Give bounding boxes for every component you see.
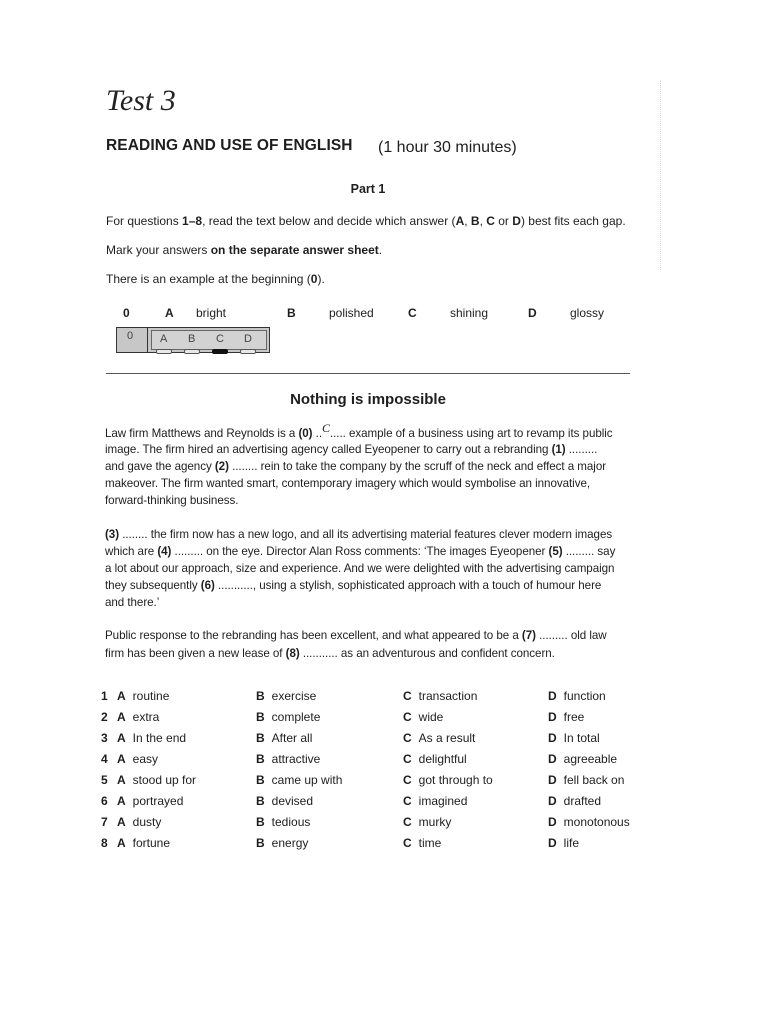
option-text: dusty	[132, 815, 162, 829]
option-text: wide	[418, 710, 444, 724]
option-text: came up with	[271, 773, 343, 787]
option-letter: A	[117, 794, 126, 808]
question-number: 5	[101, 773, 108, 787]
option-c	[403, 731, 475, 745]
option-a	[117, 773, 196, 787]
horizontal-divider	[106, 373, 630, 374]
answer-bubble-c-selected	[212, 349, 228, 354]
instruction-example: There is an example at the beginning (0).	[106, 272, 325, 286]
option-letter: C	[403, 710, 412, 724]
text-line: and gave the agency (2) ........ rein to take the company by the scruff of the neck and effect a major	[105, 460, 607, 473]
option-c	[403, 815, 451, 829]
section-time: (1 hour 30 minutes)	[378, 139, 517, 156]
option-text: easy	[132, 752, 159, 766]
option-letter: B	[256, 794, 265, 808]
option-c	[403, 773, 493, 787]
option-text: complete	[271, 710, 321, 724]
option-text: function	[563, 689, 606, 703]
option-a	[117, 752, 158, 766]
text-line: and there.’	[105, 596, 160, 609]
option-text: transaction	[418, 689, 478, 703]
question-number: 7	[101, 815, 108, 829]
option-letter: C	[403, 731, 412, 745]
option-letter: D	[548, 794, 557, 808]
option-letter: B	[256, 773, 265, 787]
answer-box-options	[151, 330, 267, 350]
option-text: time	[418, 836, 442, 850]
answer-box-divider	[147, 328, 148, 352]
option-letter: B	[256, 731, 265, 745]
option-b	[256, 710, 320, 724]
text-line: firm has been given a new lease of (8) ........... as an adventurous and confident concern.	[105, 647, 555, 660]
answer-box-number: 0	[127, 330, 134, 342]
question-number: 2	[101, 710, 108, 724]
section-title: READING AND USE OF ENGLISH	[106, 137, 353, 154]
option-d	[548, 794, 601, 808]
option-d	[548, 752, 617, 766]
option-letter: B	[256, 836, 265, 850]
question-number: 1	[101, 689, 108, 703]
option-text: monotonous	[563, 815, 630, 829]
question-number: 8	[101, 836, 108, 850]
text-line: they subsequently (6) ..........., using a stylish, sophisticated approach with a touch of humour here	[105, 579, 602, 592]
example-letter-c: C	[408, 306, 417, 320]
option-text: fell back on	[563, 773, 625, 787]
option-b	[256, 773, 342, 787]
option-text: life	[563, 836, 580, 850]
instruction-answer-sheet: Mark your answers on the separate answer sheet.	[106, 243, 383, 257]
option-b	[256, 794, 313, 808]
option-b	[256, 752, 320, 766]
option-letter: C	[403, 836, 412, 850]
option-text: got through to	[418, 773, 493, 787]
handwritten-answer: C	[322, 421, 330, 435]
option-text: free	[563, 710, 585, 724]
example-option-a: bright	[196, 306, 227, 320]
option-a	[117, 731, 186, 745]
option-text: attractive	[271, 752, 321, 766]
option-d	[548, 731, 600, 745]
option-text: stood up for	[132, 773, 197, 787]
option-text: devised	[271, 794, 314, 808]
option-letter: C	[403, 752, 412, 766]
option-letter: A	[117, 773, 126, 787]
option-b	[256, 689, 316, 703]
option-a	[117, 710, 159, 724]
option-d	[548, 689, 606, 703]
example-option-c: shining	[450, 306, 489, 320]
text-line: Public response to the rebranding has been excellent, and what appeared to be a (7) ......... old law	[105, 629, 607, 642]
option-letter: A	[117, 836, 126, 850]
option-letter: C	[403, 815, 412, 829]
option-text: fortune	[132, 836, 171, 850]
option-letter: D	[548, 731, 557, 745]
option-letter: D	[548, 689, 557, 703]
part-title: Part 1	[350, 182, 386, 196]
article-title: Nothing is impossible	[290, 391, 446, 408]
example-number: 0	[123, 306, 130, 320]
option-d	[548, 836, 579, 850]
option-b	[256, 836, 308, 850]
option-letter: B	[256, 752, 265, 766]
option-letter: B	[256, 710, 265, 724]
question-number: 4	[101, 752, 108, 766]
example-answer-box	[116, 327, 270, 353]
question-number: 6	[101, 794, 108, 808]
option-a	[117, 815, 161, 829]
option-letter: C	[403, 773, 412, 787]
option-letter: D	[548, 815, 557, 829]
test-title: Test 3	[106, 84, 176, 117]
instruction-questions: For questions 1–8, read the text below and decide which answer (A, B, C or D) best fits each gap.	[106, 214, 626, 228]
option-letter: A	[117, 752, 126, 766]
option-c	[403, 836, 441, 850]
option-text: After all	[271, 731, 313, 745]
example-letter-d: D	[528, 306, 537, 320]
page-edge-shadow	[660, 80, 662, 270]
option-letter: B	[256, 815, 265, 829]
option-d	[548, 710, 584, 724]
option-c	[403, 689, 477, 703]
answer-bubble-a	[156, 349, 172, 354]
text-line: image. The firm hired an advertising agency called Eyeopener to carry out a rebranding (1) .........	[105, 443, 598, 456]
text-line: a lot about our approach, size and experience. And we were delighted with the advertising campaign	[105, 562, 615, 575]
option-b	[256, 731, 312, 745]
option-text: portrayed	[132, 794, 184, 808]
option-text: drafted	[563, 794, 602, 808]
answer-box-letter-b: B	[188, 333, 196, 345]
option-c	[403, 794, 467, 808]
option-text: tedious	[271, 815, 311, 829]
option-c	[403, 752, 467, 766]
option-letter: C	[403, 689, 412, 703]
option-text: imagined	[418, 794, 468, 808]
example-letter-b: B	[287, 306, 296, 320]
text-line: makeover. The firm wanted smart, contemporary imagery which would symbolise an innovative,	[105, 477, 591, 490]
question-number: 3	[101, 731, 108, 745]
option-text: delightful	[418, 752, 467, 766]
option-a	[117, 689, 169, 703]
option-text: exercise	[271, 689, 317, 703]
option-text: murky	[418, 815, 452, 829]
option-text: In total	[563, 731, 600, 745]
option-letter: D	[548, 752, 557, 766]
option-a	[117, 794, 183, 808]
option-d	[548, 815, 630, 829]
text-line: forward-thinking business.	[105, 494, 239, 507]
option-text: extra	[132, 710, 160, 724]
option-letter: C	[403, 794, 412, 808]
example-option-d: glossy	[570, 306, 605, 320]
text-line: (3) ........ the firm now has a new logo, and all its advertising material features clever modern images	[105, 528, 613, 541]
option-text: As a result	[418, 731, 476, 745]
option-letter: B	[256, 689, 265, 703]
answer-box-letter-a: A	[160, 333, 168, 345]
answer-box-letter-c: C	[216, 333, 224, 345]
option-letter: A	[117, 731, 126, 745]
option-d	[548, 773, 624, 787]
example-letter-a: A	[165, 306, 174, 320]
option-letter: D	[548, 710, 557, 724]
option-c	[403, 710, 443, 724]
option-letter: D	[548, 836, 557, 850]
option-text: In the end	[132, 731, 187, 745]
option-b	[256, 815, 310, 829]
option-letter: A	[117, 815, 126, 829]
option-letter: D	[548, 773, 557, 787]
text-line: which are (4) ......... on the eye. Director Alan Ross comments: ‘The images Eyeopener (5) ......... say	[105, 545, 616, 558]
option-text: routine	[132, 689, 170, 703]
option-letter: A	[117, 689, 126, 703]
option-text: agreeable	[563, 752, 618, 766]
text-line: Law firm Matthews and Reynolds is a (0) ..C..... example of a business using art to revamp its public	[105, 421, 613, 440]
answer-bubble-d	[240, 349, 256, 354]
option-text: energy	[271, 836, 309, 850]
option-letter: A	[117, 710, 126, 724]
answer-box-letter-d: D	[244, 333, 252, 345]
answer-bubble-b	[184, 349, 200, 354]
option-a	[117, 836, 170, 850]
example-option-b: polished	[329, 306, 374, 320]
